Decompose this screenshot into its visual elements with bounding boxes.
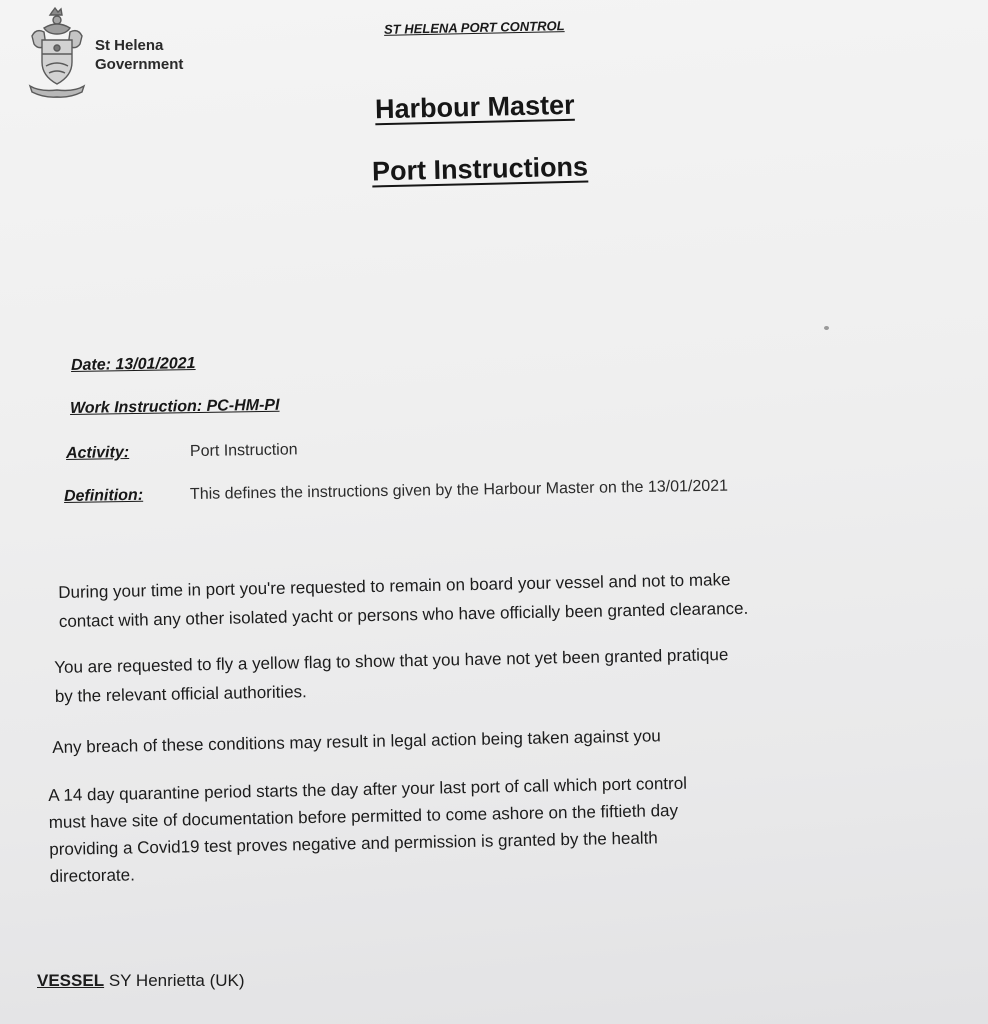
vessel-name: SY Henrietta (UK) [104, 971, 245, 990]
vessel-label: VESSEL [37, 971, 105, 990]
date-label: Date: 13/01/2021 [70, 355, 196, 374]
paper-speck [824, 326, 829, 330]
activity-label: Activity: [65, 444, 130, 462]
paragraph-quarantine-period: A 14 day quarantine period starts the day after your last port of call which port control must have site of documentation before permitted to come ashore on the fiftieth day providing a Covid19 test proves negative and permission is granted by the health directorate. [48, 773, 688, 886]
document-title-line-2: Port Instructions [371, 151, 589, 187]
definition-value: This defines the instructions given by the Harbour Master on the 13/01/2021 [189, 477, 729, 504]
coat-of-arms-icon [24, 6, 90, 98]
definition-label: Definition: [63, 486, 144, 505]
organization-name [95, 36, 183, 74]
work-instruction-row [70, 397, 280, 418]
paragraph-yellow-flag: You are requested to fly a yellow flag to show that you have not yet been granted pratique by the relevant official authorities. [54, 645, 729, 706]
activity-row [65, 441, 298, 463]
vessel-line [37, 971, 245, 991]
document-title-line-1: Harbour Master [374, 89, 575, 125]
port-control-heading: ST HELENA PORT CONTROL [383, 18, 565, 37]
paragraph-remain-on-board: During your time in port you're requested to remain on board your vessel and not to make contact with any other isolated yacht or persons who have officially been granted clearance. [58, 570, 749, 631]
org-line-2: Government [95, 56, 184, 73]
paragraph-breach-warning: Any breach of these conditions may result in legal action being taken against you [52, 726, 661, 757]
work-instruction-label: Work Instruction: PC-HM-PI [69, 396, 280, 417]
activity-value: Port Instruction [189, 441, 298, 461]
org-line-1: St Helena [95, 37, 164, 54]
definition-row [63, 477, 729, 506]
date-row [71, 355, 196, 375]
